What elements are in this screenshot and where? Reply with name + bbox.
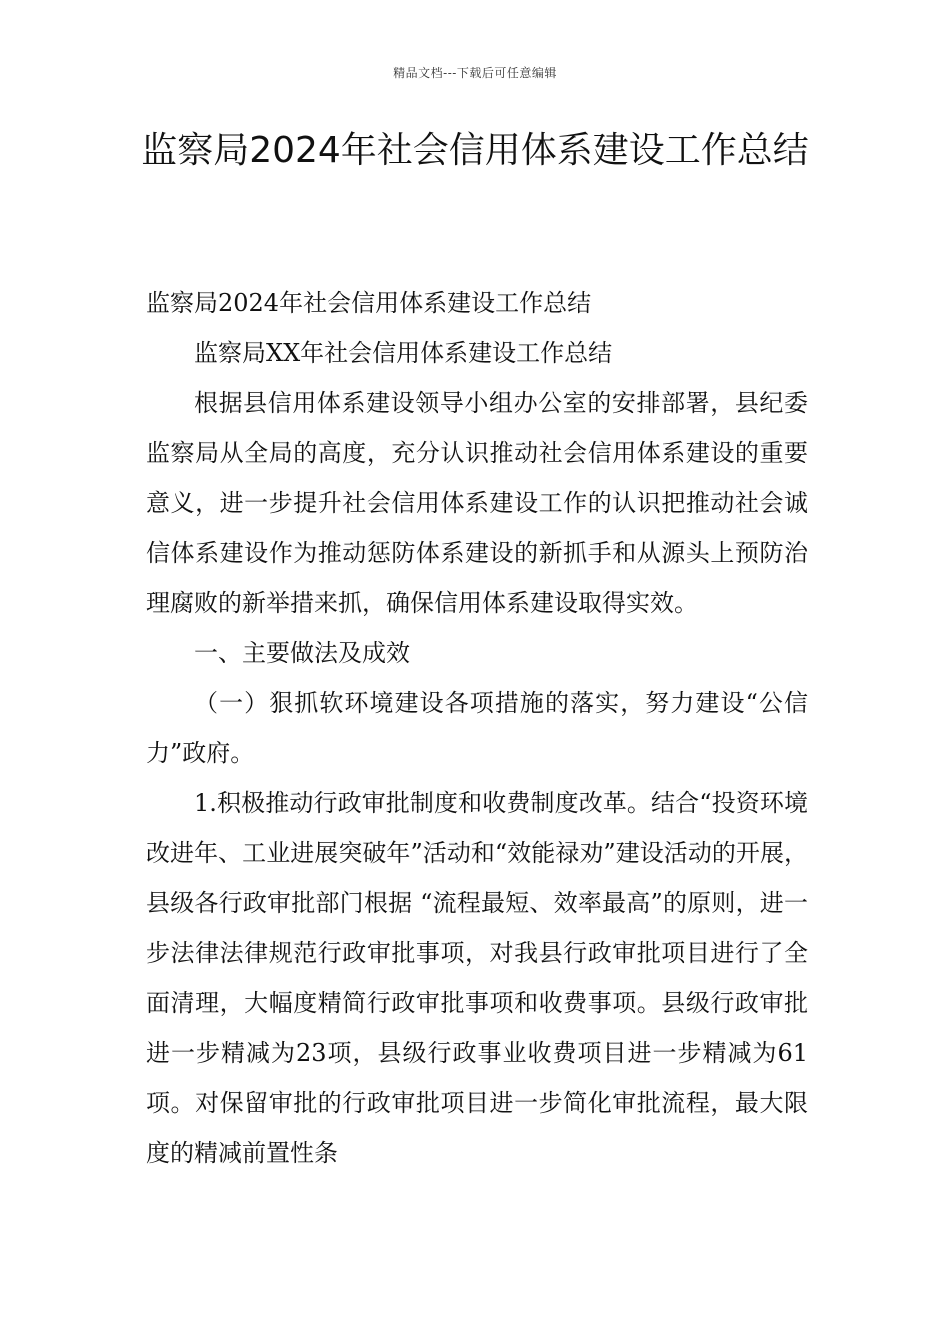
paragraph-heading-repeat: 监察局XX年社会信用体系建设工作总结: [194, 339, 613, 367]
section-heading-1: 一、主要做法及成效: [194, 639, 410, 667]
paragraph-intro: 根据县信用体系建设领导小组办公室的安排部署，县纪委监察局从全局的高度，充分认识推动社会信用体系建设的重要意义，进一步提升社会信用体系建设工作的认识把推动社会诚信体系建设作为推动惩防体系建设的新抓手和从源头上预防治理腐败的新举措来抓，确保信用体系建设取得实效。: [146, 389, 808, 617]
paragraph-item-1: 1.积极推动行政审批制度和收费制度改革。结合“投资环境改进年、工业进展突破年”活动和“效能禄劝”建设活动的开展，县级各行政审批部门根据 “流程最短、效率最高”的原则，进一步法律法律规范行政审批事项，对我县行政审批项目进行了全面清理，大幅度精简行政审批事项和收费事项。县级行政审批进一步精减为23项，县级行政事业收费项目进一步精减为61项。对保留审批的行政审批项目进一步简化审批流程，最大限度的精减前置性条: [146, 789, 808, 1167]
document-title: 监察局2024年社会信用体系建设工作总结: [141, 130, 809, 171]
subsection-heading-1: （一）狠抓软环境建设各项措施的落实，努力建设“公信力”政府。: [146, 689, 808, 767]
document-body: [146, 278, 808, 1178]
header-note: 精品文档---下载后可任意编辑: [393, 66, 557, 80]
paragraph-subtitle: 监察局2024年社会信用体系建设工作总结: [146, 289, 592, 317]
